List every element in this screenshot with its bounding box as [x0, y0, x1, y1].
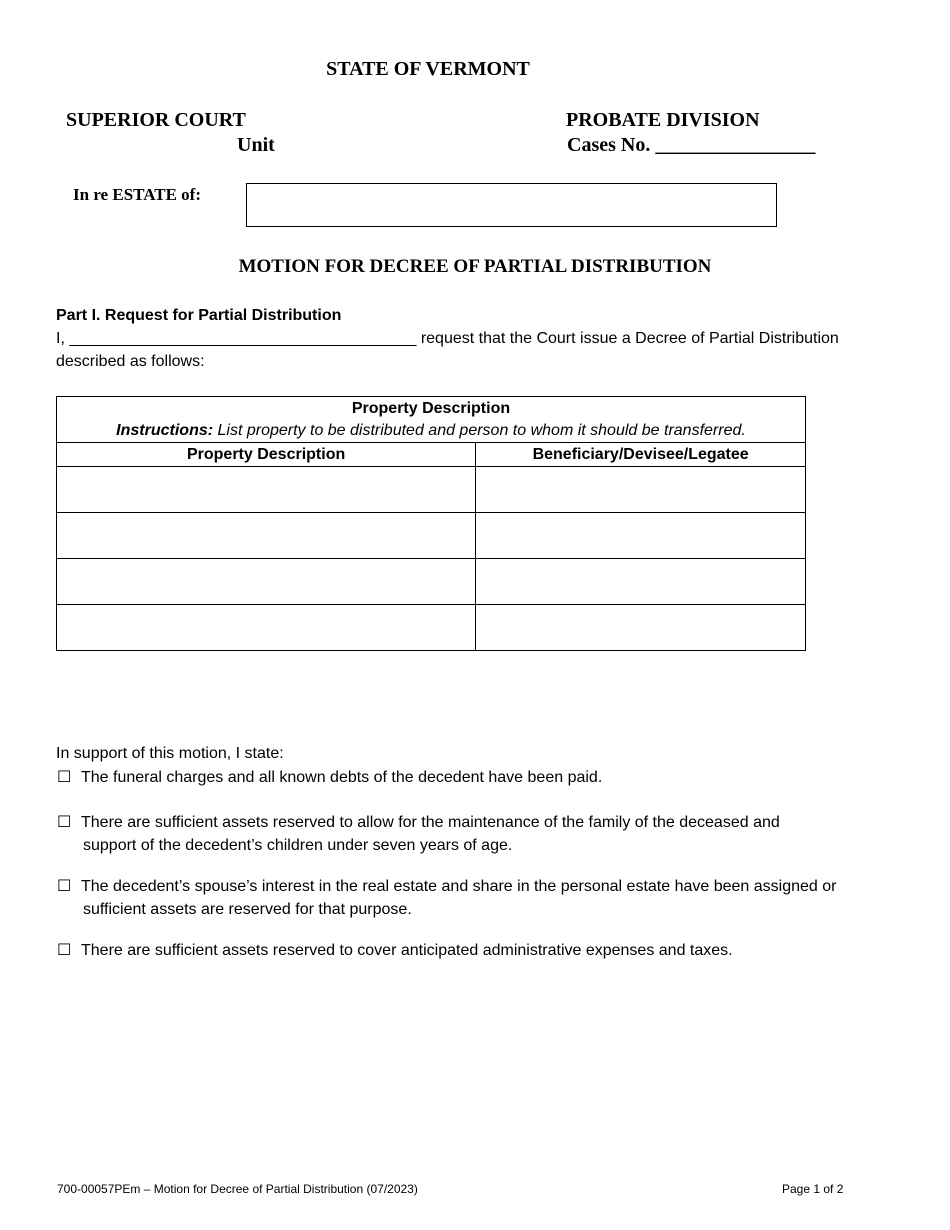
property-cell[interactable] — [57, 559, 476, 605]
part-one-heading: Part I. Request for Partial Distribution — [56, 307, 342, 324]
support-item-text-cont: sufficient assets are reserved for that purpose. — [83, 901, 412, 918]
case-number-label: Cases No. ________________ — [567, 134, 816, 156]
column-header-beneficiary: Beneficiary/Devisee/Legatee — [476, 443, 806, 467]
estate-name-field[interactable] — [246, 183, 777, 227]
checkbox[interactable]: ☐ — [57, 769, 72, 786]
estate-label: In re ESTATE of: — [73, 185, 201, 204]
division-name: PROBATE DIVISION — [566, 109, 760, 131]
table-row — [57, 559, 806, 605]
support-intro: In support of this motion, I state: — [56, 745, 284, 762]
court-name: SUPERIOR COURT — [66, 109, 246, 131]
property-cell[interactable] — [57, 513, 476, 559]
support-item-text: There are sufficient assets reserved to cover anticipated administrative expenses and taxes. — [81, 942, 733, 959]
support-item-family-maintenance — [57, 811, 780, 857]
checkbox[interactable]: ☐ — [57, 942, 72, 959]
table-title: Property Description — [351, 399, 511, 417]
table-instructions — [57, 420, 805, 442]
column-header-property: Property Description — [57, 443, 476, 467]
support-item-text: The decedent’s spouse’s interest in the real estate and share in the personal estate have been assigned or — [81, 878, 837, 895]
beneficiary-cell[interactable] — [476, 605, 806, 651]
beneficiary-cell[interactable] — [476, 467, 806, 513]
property-table — [56, 396, 806, 651]
instructions-text: List property to be distributed and person to whom it should be transferred. — [213, 421, 746, 439]
table-row — [57, 605, 806, 651]
beneficiary-cell[interactable] — [476, 559, 806, 605]
footer-page-number: Page 1 of 2 — [782, 1182, 844, 1196]
checkbox[interactable]: ☐ — [57, 814, 72, 831]
table-row — [57, 513, 806, 559]
support-item-text-cont: support of the decedent’s children under seven years of age. — [83, 837, 513, 854]
unit-label: Unit — [237, 134, 275, 156]
request-statement: I, _______________________________________ request that the Court issue a Decree of Partial Distribution — [56, 330, 839, 347]
table-row — [57, 467, 806, 513]
beneficiary-cell[interactable] — [476, 513, 806, 559]
instructions-label: Instructions: — [116, 421, 214, 439]
page-title: MOTION FOR DECREE OF PARTIAL DISTRIBUTION — [238, 256, 712, 277]
support-item-text: There are sufficient assets reserved to allow for the maintenance of the family of the deceased and — [81, 814, 780, 831]
support-item-text: The funeral charges and all known debts of the decedent have been paid. — [81, 769, 603, 786]
support-item-spouse-interest — [57, 875, 836, 921]
table-header — [57, 397, 806, 443]
request-statement-cont: described as follows: — [56, 353, 205, 370]
property-cell[interactable] — [57, 467, 476, 513]
support-item-admin-expenses — [57, 939, 733, 962]
checkbox[interactable]: ☐ — [57, 878, 72, 895]
property-cell[interactable] — [57, 605, 476, 651]
state-heading: STATE OF VERMONT — [326, 58, 530, 80]
footer-form-id: 700-00057PEm – Motion for Decree of Partial Distribution (07/2023) — [57, 1182, 418, 1196]
support-item-debts-paid — [57, 766, 602, 789]
